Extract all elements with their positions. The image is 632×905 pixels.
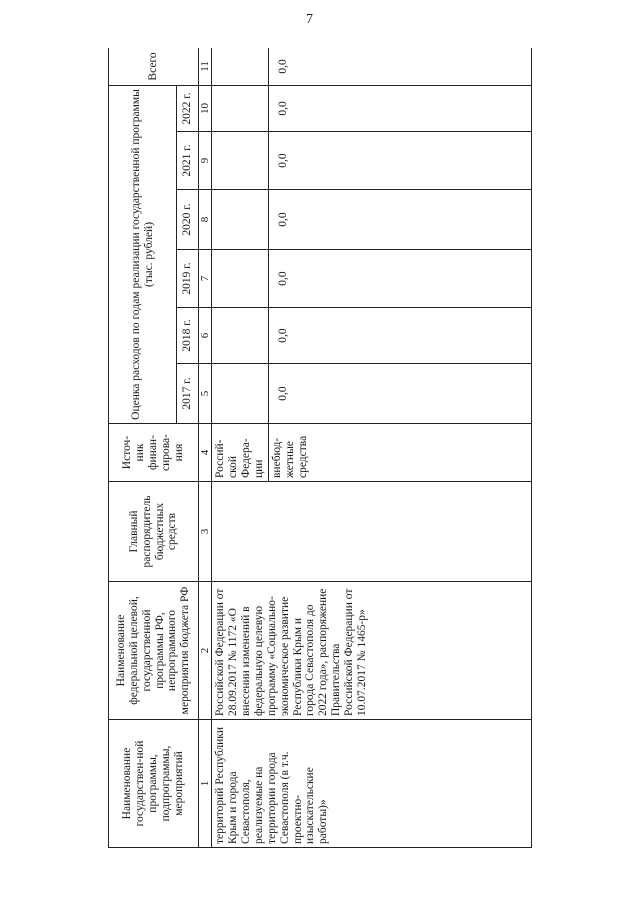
page-number: 7: [306, 12, 313, 27]
value-cell: 0,0: [268, 85, 531, 131]
column-number: 9: [199, 132, 212, 190]
value-cell: [212, 190, 269, 250]
value-cell: [212, 308, 269, 364]
header-budget-manager: Главный распорядитель бюджетных средств: [109, 482, 199, 582]
header-program-name: Наименование государствен-ной программы, подпрограммы, мероприятий: [109, 720, 199, 848]
funding-source-cell: Россий-ской Федера-ции: [212, 424, 269, 482]
value-cell: 0,0: [268, 308, 531, 364]
funding-source-cell: внебюд-жетные средства: [268, 424, 531, 482]
column-number: 10: [199, 85, 212, 131]
column-number: 11: [199, 48, 212, 85]
header-year: 2020 г.: [177, 190, 199, 250]
value-cell: [212, 48, 269, 85]
budget-manager-cell: [212, 482, 532, 582]
column-number: 5: [199, 364, 212, 424]
header-total: Всего: [109, 48, 199, 85]
value-cell: 0,0: [268, 250, 531, 308]
header-year: 2022 г.: [177, 85, 199, 131]
column-number: 6: [199, 308, 212, 364]
column-number: 1: [199, 720, 212, 848]
value-cell: [212, 250, 269, 308]
column-number: 7: [199, 250, 212, 308]
value-cell: [212, 85, 269, 131]
value-cell: [212, 132, 269, 190]
expenditure-table: [108, 48, 532, 848]
header-year: 2021 г.: [177, 132, 199, 190]
value-cell: 0,0: [268, 364, 531, 424]
header-year: 2018 г.: [177, 308, 199, 364]
header-estimate-group: Оценка расходов по годам реализации государственной программы (тыс. рублей): [109, 85, 177, 423]
rotated-table-area: [108, 48, 532, 848]
column-number: 2: [199, 582, 212, 720]
column-number: 8: [199, 190, 212, 250]
value-cell: 0,0: [268, 132, 531, 190]
header-funding-source: Источ-ник финан-сирова-ния: [109, 424, 199, 482]
header-year: 2019 г.: [177, 250, 199, 308]
federal-program-cell: Российской Федерации от 28.09.2017 № 1172 «О внесении изменений в федеральную целевую программу «Социально-экономическое развитие Республики Крым и города Севастополя до 2022 года», распоряжение Правительства Российской Федерации от 10.07.2017 № 1465-р»: [212, 582, 532, 720]
column-number: 4: [199, 424, 212, 482]
value-cell: [212, 364, 269, 424]
value-cell: 0,0: [268, 48, 531, 85]
rotated-table-container: [108, 48, 532, 848]
program-name-cell: территорий Республики Крым и города Севастополя, реализуемые на территории города Севастополя (в т.ч. проектно-изыскательские работы)»: [212, 720, 532, 848]
value-cell: 0,0: [268, 190, 531, 250]
header-federal-program: Наименование федеральной целевой, государственной программы РФ, непрограммного мероприятия бюджета РФ: [109, 582, 199, 720]
column-number: 3: [199, 482, 212, 582]
header-year: 2017 г.: [177, 364, 199, 424]
